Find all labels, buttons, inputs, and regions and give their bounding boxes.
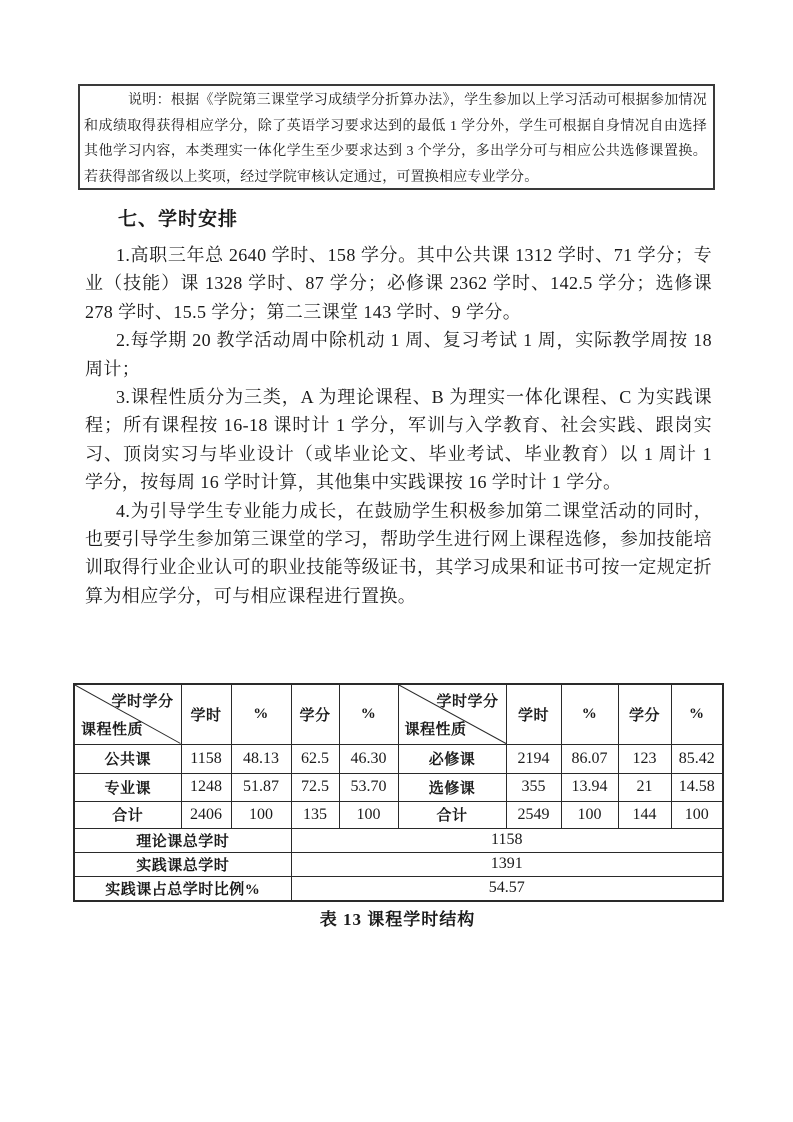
cell-value: 53.70	[339, 773, 398, 801]
cell-value: 51.87	[231, 773, 291, 801]
paragraph-2: 2.每学期 20 教学活动周中除机动 1 周、复习考试 1 周，实际教学周按 18 周计；	[85, 330, 712, 379]
cell-value: 144	[618, 801, 671, 828]
cell-value: 100	[671, 801, 723, 828]
column-header-percent: %	[561, 684, 618, 744]
cell-value: 355	[506, 773, 561, 801]
column-header-percent: %	[231, 684, 291, 744]
summary-row-label: 实践课总学时	[74, 852, 291, 876]
summary-row-value: 1158	[291, 828, 723, 852]
cell-value: 135	[291, 801, 339, 828]
row-label-total-right: 合计	[398, 801, 506, 828]
column-header-hours: 学时	[506, 684, 561, 744]
section-content	[85, 208, 712, 610]
paragraph-4: 4.为引导学生专业能力成长，在鼓励学生积极参加第二课堂活动的同时，也要引导学生参加第三课堂的学习，帮助学生进行网上课程选修，参加技能培训取得行业企业认可的职业技能等级证书，其学习成果和证书可按一定规定折算为相应学分，可与相应课程进行置换。	[85, 500, 712, 606]
paragraph-block	[85, 241, 712, 610]
diagonal-label-course-nature: 课程性质	[404, 721, 467, 738]
table-header-row	[74, 684, 723, 744]
cell-value: 46.30	[339, 744, 398, 773]
row-label-required-course: 必修课	[398, 744, 506, 773]
table-caption: 表 13 课程学时结构	[319, 910, 476, 929]
column-header-credits: 学分	[291, 684, 339, 744]
column-header-credits: 学分	[618, 684, 671, 744]
row-label-total-left: 合计	[74, 801, 181, 828]
diagonal-header-cell-right	[398, 684, 506, 744]
row-label-elective-course: 选修课	[398, 773, 506, 801]
cell-value: 2194	[506, 744, 561, 773]
paragraph-3: 3.课程性质分为三类，A 为理论课程、B 为理实一体化课程、C 为实践课程；所有课程按 16-18 课时计 1 学分，军训与入学教育、社会实践、跟岗实习、顶岗实习与毕业设计（或毕业论文、毕业考试、毕业教育）以 1 周计 1 学分，按每周 16 学时计算，其他集中实践课按 16 学时计 1 学分。	[85, 387, 712, 493]
table-row	[74, 801, 723, 828]
row-label-major-course: 专业课	[74, 773, 181, 801]
cell-value: 85.42	[671, 744, 723, 773]
summary-row-label: 实践课占总学时比例%	[74, 876, 291, 901]
cell-value: 86.07	[561, 744, 618, 773]
cell-value: 21	[618, 773, 671, 801]
cell-value: 2406	[181, 801, 231, 828]
cell-value: 48.13	[231, 744, 291, 773]
column-header-percent: %	[671, 684, 723, 744]
cell-value: 1158	[181, 744, 231, 773]
cell-value: 62.5	[291, 744, 339, 773]
cell-value: 100	[231, 801, 291, 828]
summary-row	[74, 828, 723, 852]
diagonal-label-course-nature: 课程性质	[81, 721, 144, 738]
summary-row	[74, 852, 723, 876]
column-header-percent: %	[339, 684, 398, 744]
paragraph-1: 1.高职三年总 2640 学时、158 学分。其中公共课 1312 学时、71 学分；专业（技能）课 1328 学时、87 学分；必修课 2362 学时、142.5 学分；选修课 278 学时、15.5 学分；第二三课堂 143 学时、9 学分。	[85, 245, 712, 322]
summary-row	[74, 876, 723, 901]
note-text: 说明：根据《学院第三课堂学习成绩学分折算办法》，学生参加以上学习活动可根据参加情况和成绩取得获得相应学分，除了英语学习要求达到的最低 1 学分外，学生可根据自身情况自由选择其他学习内容，本类理实一体化学生至少要求达到 3 个学分，多出学分可与相应公共选修课置换。若获得部省级以上奖项，经过学院审核认定通过，可置换相应专业学分。	[84, 93, 707, 185]
summary-row-value: 54.57	[291, 876, 723, 901]
cell-value: 14.58	[671, 773, 723, 801]
cell-value: 2549	[506, 801, 561, 828]
diagonal-label-hours-credits: 学时学分	[111, 694, 174, 710]
section-heading: 七、学时安排	[118, 209, 239, 230]
cell-value: 123	[618, 744, 671, 773]
table-row	[74, 744, 723, 773]
column-header-hours: 学时	[181, 684, 231, 744]
summary-row-value: 1391	[291, 852, 723, 876]
course-hours-table	[73, 683, 724, 902]
summary-row-label: 理论课总学时	[74, 828, 291, 852]
diagonal-label-hours-credits: 学时学分	[436, 694, 499, 710]
cell-value: 13.94	[561, 773, 618, 801]
cell-value: 100	[561, 801, 618, 828]
diagonal-header-cell-left	[74, 684, 181, 744]
cell-value: 1248	[181, 773, 231, 801]
table-row	[74, 773, 723, 801]
note-box	[78, 84, 715, 190]
cell-value: 100	[339, 801, 398, 828]
row-label-public-course: 公共课	[74, 744, 181, 773]
cell-value: 72.5	[291, 773, 339, 801]
